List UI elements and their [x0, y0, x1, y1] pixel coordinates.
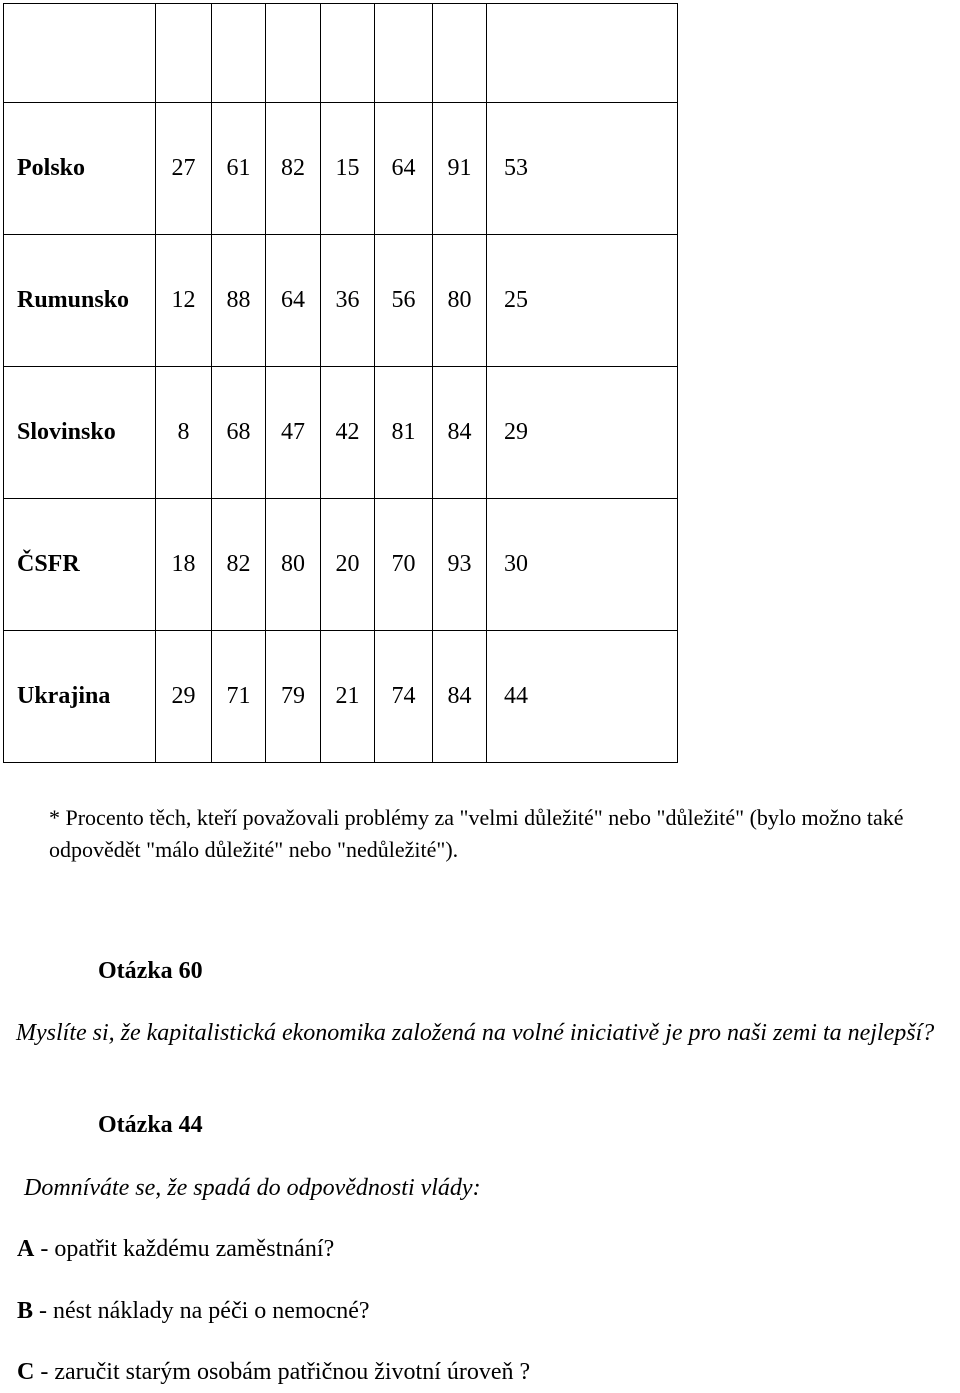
- value-cell: 93: [433, 499, 487, 631]
- value-cell: 74: [375, 631, 433, 763]
- survey-table: [3, 3, 678, 763]
- table-footnote: * Procento těch, kteří považovali problémy za "velmi důležité" nebo "důležité" (bylo možno také odpovědět "málo důležité" nebo "nedůležité").: [49, 805, 904, 862]
- option-letter: B: [17, 1298, 34, 1324]
- country-cell: Polsko: [4, 103, 156, 235]
- value-cell: 81: [375, 367, 433, 499]
- option-c: [17, 1359, 530, 1386]
- value-cell: 64: [266, 235, 321, 367]
- question-44-title: Otázka 44: [98, 1112, 203, 1138]
- value-cell: 44: [487, 631, 678, 763]
- value-cell: 68: [212, 367, 266, 499]
- value-cell: 12: [156, 235, 212, 367]
- value-cell: 20: [321, 499, 375, 631]
- table-row: [4, 499, 678, 631]
- value-cell: 84: [433, 367, 487, 499]
- value-cell: 56: [375, 235, 433, 367]
- value-cell: 42: [321, 367, 375, 499]
- value-cell: 64: [375, 103, 433, 235]
- table-row: [4, 631, 678, 763]
- country-cell: ČSFR: [4, 499, 156, 631]
- value-cell: 18: [156, 499, 212, 631]
- table-row: [4, 103, 678, 235]
- value-cell: 61: [212, 103, 266, 235]
- option-b: [17, 1298, 370, 1325]
- question-44-text: Domníváte se, že spadá do odpovědnosti vlády:: [24, 1175, 481, 1201]
- value-cell: 8: [156, 367, 212, 499]
- value-cell: 70: [375, 499, 433, 631]
- value-cell: 27: [156, 103, 212, 235]
- value-cell: 21: [321, 631, 375, 763]
- option-text: - nést náklady na péči o nemocné?: [33, 1298, 370, 1324]
- value-cell: 53: [487, 103, 678, 235]
- value-cell: [487, 4, 678, 103]
- option-text: - opatřit každému zaměstnání?: [34, 1236, 335, 1262]
- value-cell: 79: [266, 631, 321, 763]
- question-60-text: Myslíte si, že kapitalistická ekonomika založená na volné iniciativě je pro naši zemi ta nejlepší?: [16, 1020, 935, 1046]
- value-cell: 80: [266, 499, 321, 631]
- value-cell: 25: [487, 235, 678, 367]
- value-cell: 80: [433, 235, 487, 367]
- value-cell: 30: [487, 499, 678, 631]
- option-letter: C: [17, 1359, 35, 1385]
- value-cell: 88: [212, 235, 266, 367]
- table-row: [4, 367, 678, 499]
- table-row: [4, 235, 678, 367]
- option-letter: A: [17, 1236, 35, 1262]
- value-cell: [266, 4, 321, 103]
- value-cell: 29: [487, 367, 678, 499]
- value-cell: 71: [212, 631, 266, 763]
- country-cell: Slovinsko: [4, 367, 156, 499]
- value-cell: [321, 4, 375, 103]
- value-cell: 82: [212, 499, 266, 631]
- value-cell: 29: [156, 631, 212, 763]
- value-cell: 15: [321, 103, 375, 235]
- value-cell: 47: [266, 367, 321, 499]
- value-cell: [156, 4, 212, 103]
- value-cell: [375, 4, 433, 103]
- country-cell: Rumunsko: [4, 235, 156, 367]
- value-cell: 84: [433, 631, 487, 763]
- option-a: [17, 1236, 334, 1263]
- value-cell: 36: [321, 235, 375, 367]
- question-60-title: Otázka 60: [98, 958, 203, 984]
- table-row: [4, 4, 678, 103]
- value-cell: [212, 4, 266, 103]
- value-cell: 91: [433, 103, 487, 235]
- value-cell: [433, 4, 487, 103]
- country-cell: [4, 4, 156, 103]
- option-text: - zaručit starým osobám patřičnou životní úroveň ?: [34, 1359, 531, 1385]
- country-cell: Ukrajina: [4, 631, 156, 763]
- value-cell: 82: [266, 103, 321, 235]
